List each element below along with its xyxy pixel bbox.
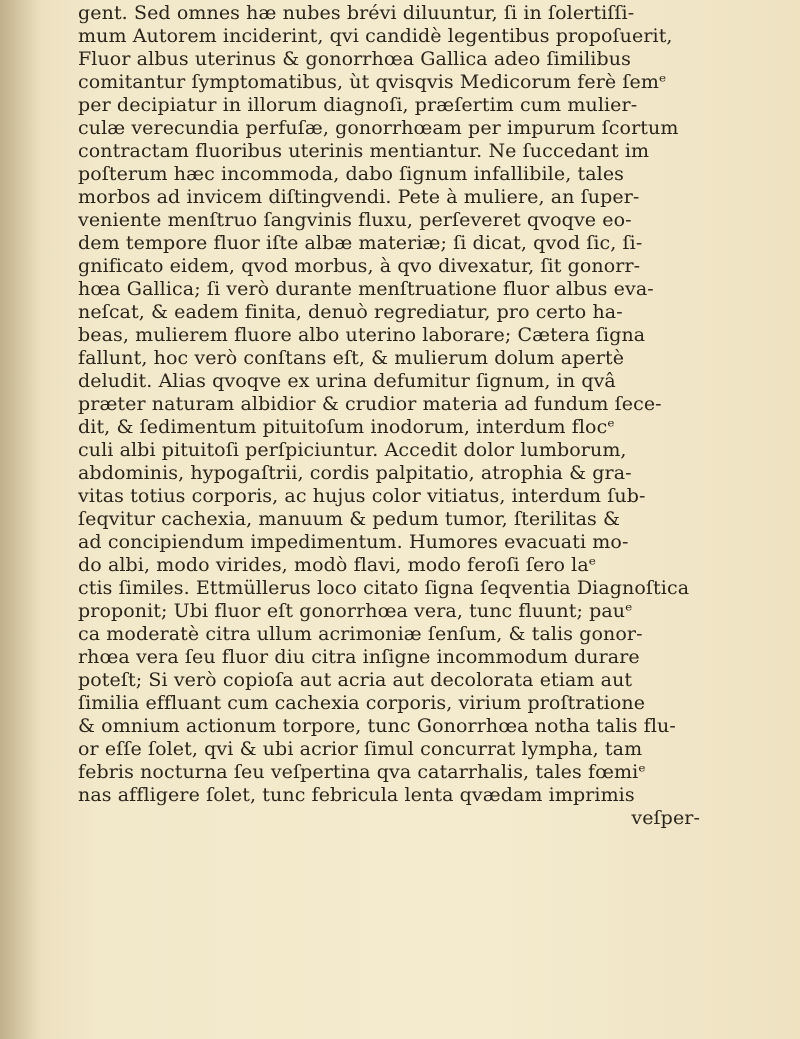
text-line: morbos ad invicem diſtingvendi. Pete à muliere, an ſuper- xyxy=(78,186,640,208)
text-block xyxy=(78,2,770,830)
text-line: abdominis, hypogaſtrii, cordis palpitatio, atrophia & gra- xyxy=(78,462,632,484)
text-line: Fluor albus uterinus & gonorrhœa Gallica adeo ſimilibus xyxy=(78,48,631,70)
text-line: ctis ſimiles. Ettmüllerus loco citato ſigna ſeqventia Diagnoſtica xyxy=(78,577,690,599)
text-line: comitantur ſymptomatibus, ùt qvisqvis Medicorum ferè ſemᵉ xyxy=(78,71,667,93)
text-line: veniente menſtruo ſangvinis fluxu, perſeveret qvoqve eo- xyxy=(78,209,632,231)
text-line: vitas totius corporis, ac hujus color vitiatus, interdum ſub- xyxy=(78,485,646,507)
text-line: deludit. Alias qvoqve ex urina defumitur ſignum, in qvâ xyxy=(78,370,616,392)
text-line: culi albi pituitoſi perſpiciuntur. Accedit dolor lumborum, xyxy=(78,439,627,461)
text-line: poteſt; Si verò copioſa aut acria aut decolorata etiam aut xyxy=(78,669,633,691)
text-line: gent. Sed omnes hæ nubes brévi diluuntur, ſi in ſolertiſſi- xyxy=(78,2,635,24)
text-line: contractam fluoribus uterinis mentiantur. Ne ſuccedant im xyxy=(78,140,650,162)
text-line: nas affligere ſolet, tunc febricula lenta qvædam imprimis xyxy=(78,784,635,806)
text-line: ca moderatè citra ullum acrimoniæ ſenſum, & talis gonor- xyxy=(78,623,643,645)
page-gutter-shadow xyxy=(0,0,40,1039)
catchword: veſper- xyxy=(631,807,700,829)
text-line: per decipiatur in illorum diagnoſi, præſertim cum mulier- xyxy=(78,94,638,116)
text-line: neſcat, & eadem finita, denuò regrediatur, pro certo ha- xyxy=(78,301,623,323)
text-line: ad concipiendum impedimentum. Humores evacuati mo- xyxy=(78,531,629,553)
text-line: fallunt, hoc verò conſtans eſt, & mulierum dolum apertè xyxy=(78,347,625,369)
text-line: febris nocturna ſeu veſpertina qva catarrhalis, tales fœmiᵉ xyxy=(78,761,646,783)
text-line: mum Autorem inciderint, qvi candidè legentibus propoſuerit, xyxy=(78,25,673,47)
text-line: ſeqvitur cachexia, manuum & pedum tumor, ſterilitas & xyxy=(78,508,621,530)
text-line: dit, & ſedimentum pituitoſum inodorum, interdum flocᵉ xyxy=(78,416,615,438)
text-line: præter naturam albidior & crudior materia ad fundum ſece- xyxy=(78,393,662,415)
text-line: hœa Gallica; ſi verò durante menſtruatione fluor albus eva- xyxy=(78,278,654,300)
text-line: or eſſe ſolet, qvi & ubi acrior ſimul concurrat lympha, tam xyxy=(78,738,643,760)
text-line: culæ verecundia perfuſæ, gonorrhœam per impurum ſcortum xyxy=(78,117,679,139)
text-line: dem tempore fluor iſte albæ materiæ; ſi dicat, qvod ſic, ſi- xyxy=(78,232,643,254)
text-line: beas, mulierem fluore albo uterino laborare; Cætera ſigna xyxy=(78,324,646,346)
text-line: rhœa vera ſeu fluor diu citra inſigne incommodum durare xyxy=(78,646,640,668)
text-line: do albi, modo virides, modò flavi, modo feroſi ſero laᵉ xyxy=(78,554,597,576)
text-line: poſterum hæc incommoda, dabo ſignum infallibile, tales xyxy=(78,163,625,185)
text-line: ſimilia effluant cum cachexia corporis, virium proſtratione xyxy=(78,692,646,714)
text-line: proponit; Ubi fluor eſt gonorrhœa vera, tunc fluunt; pauᵉ xyxy=(78,600,633,622)
text-line: gnificato eidem, qvod morbus, à qvo divexatur, ſit gonorr- xyxy=(78,255,641,277)
text-line: & omnium actionum torpore, tunc Gonorrhœa notha talis flu- xyxy=(78,715,676,737)
